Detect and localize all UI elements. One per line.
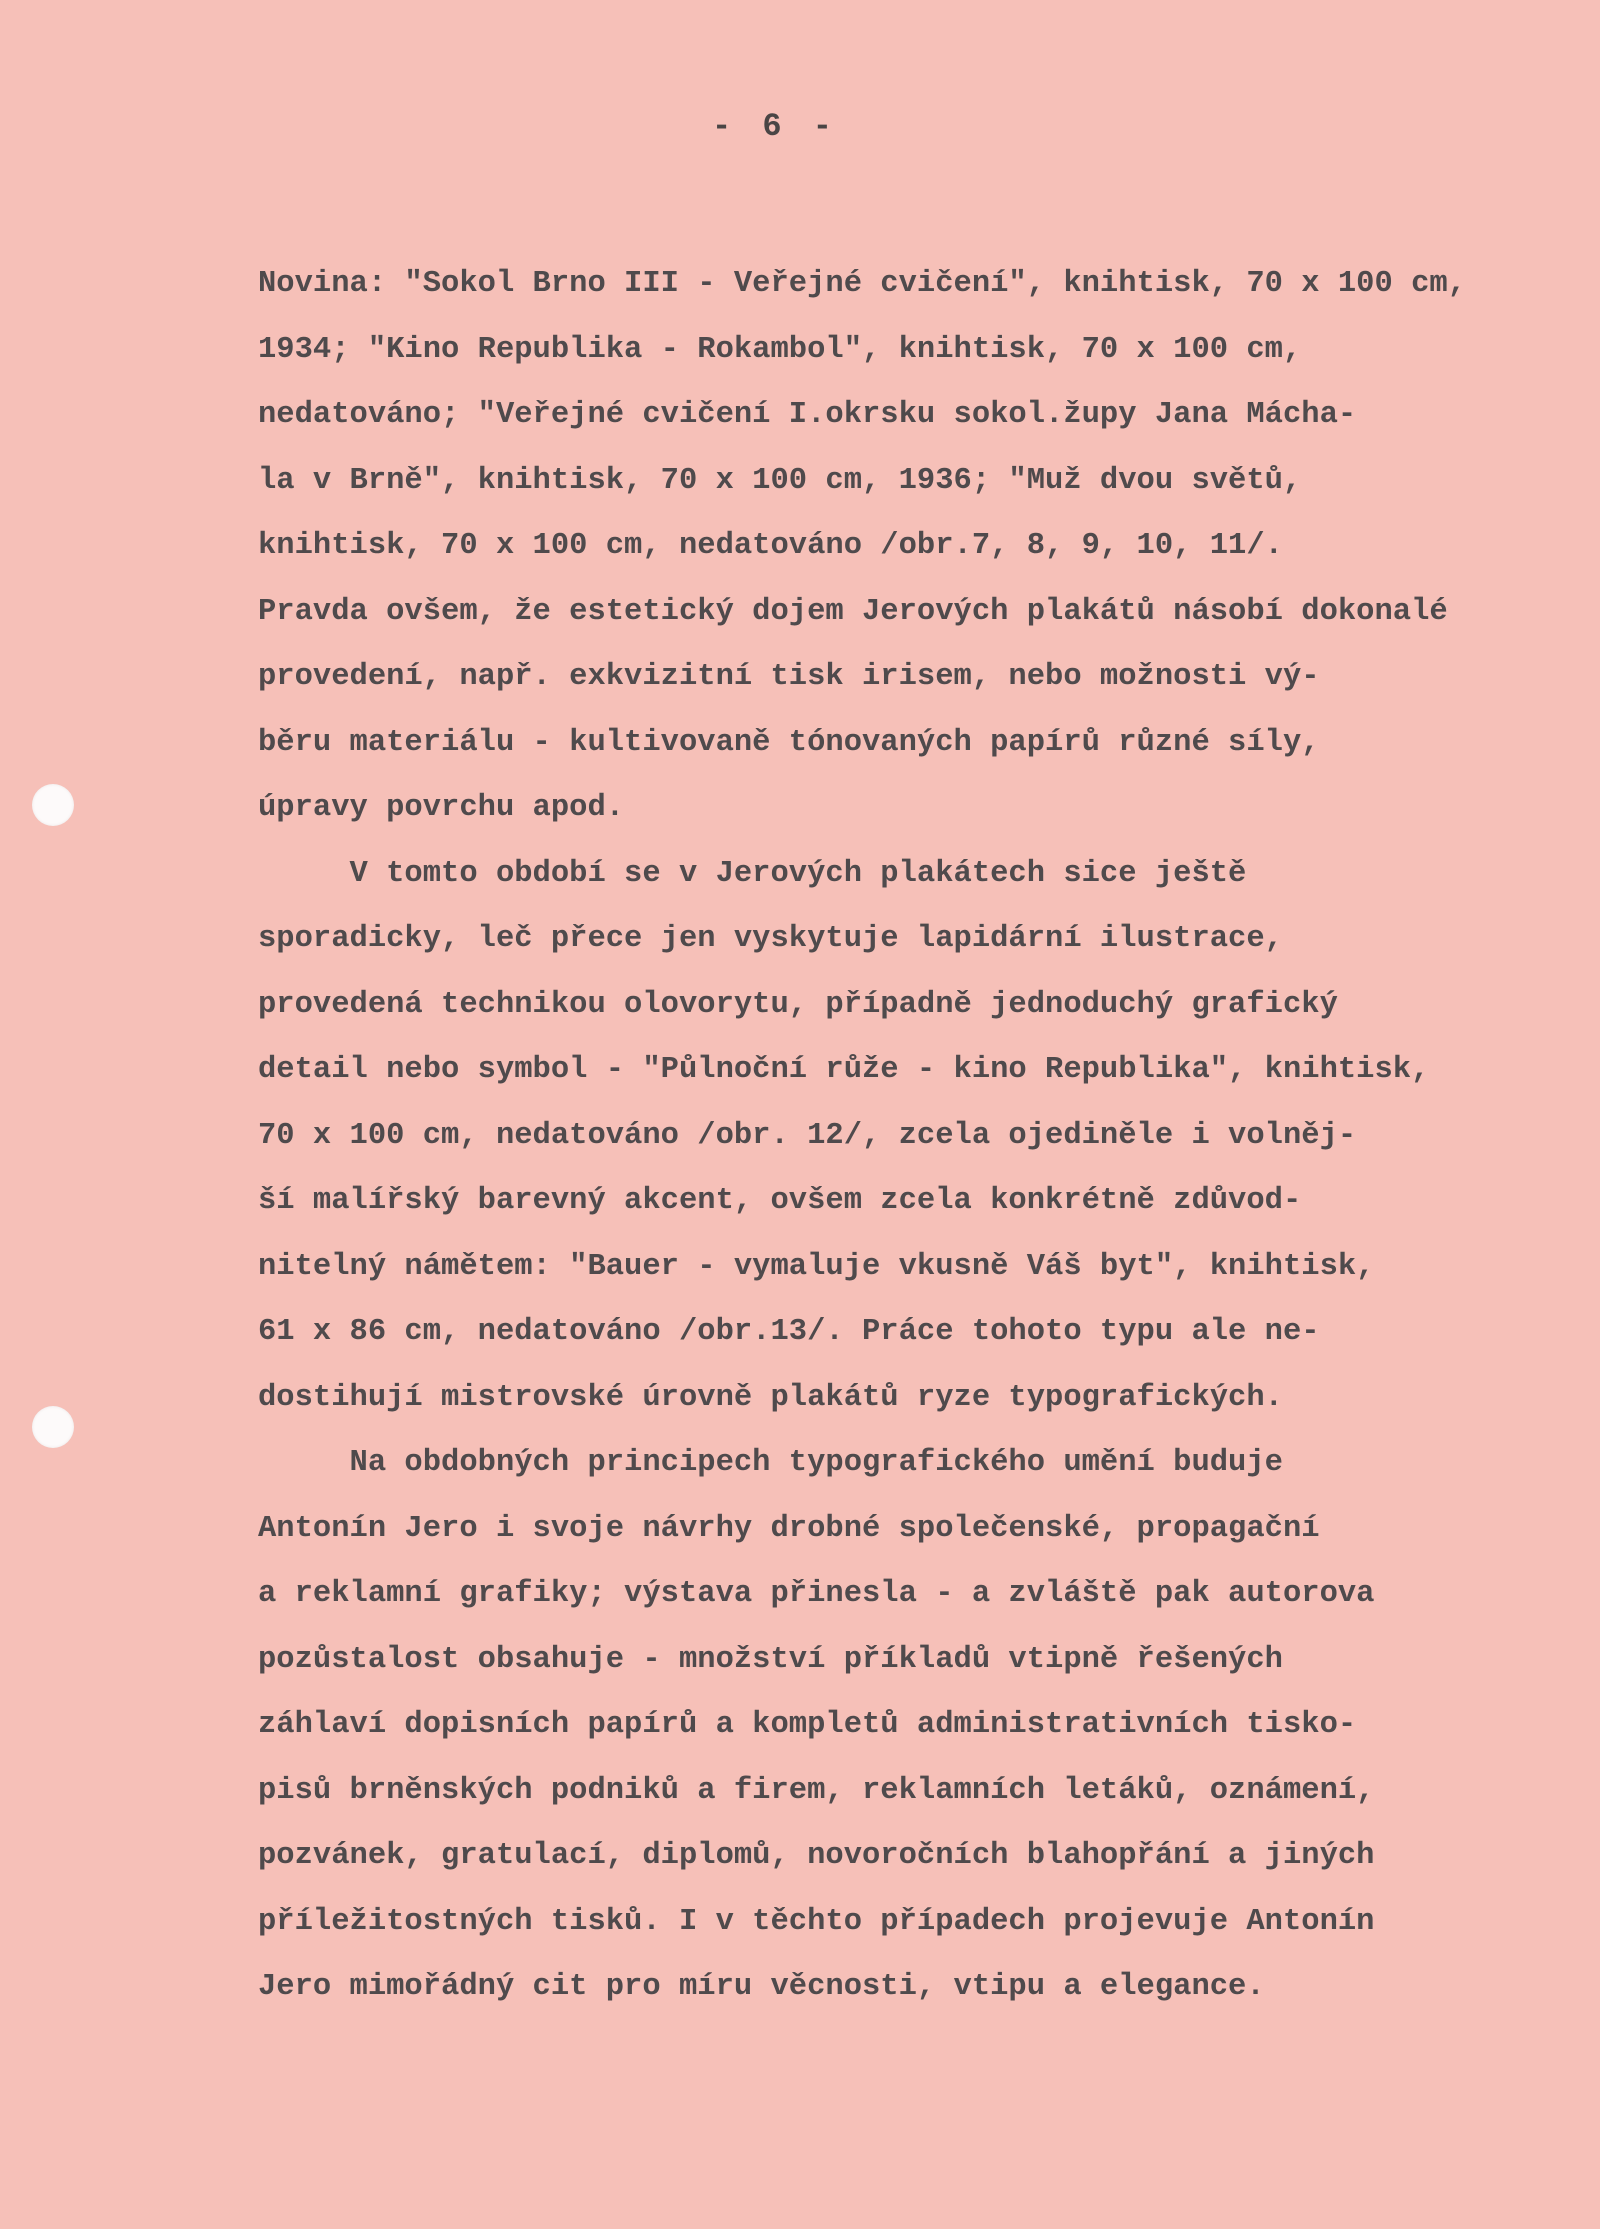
text-line: Na obdobných principech typografického umění buduje: [258, 1446, 1283, 1480]
text-line: nedatováno; "Veřejné cvičení I.okrsku sokol.župy Jana Mácha-: [258, 398, 1357, 432]
text-line: 61 x 86 cm, nedatováno /obr.13/. Práce tohoto typu ale ne-: [258, 1315, 1320, 1349]
text-line: Novina: "Sokol Brno III - Veřejné cvičení", knihtisk, 70 x 100 cm,: [258, 267, 1466, 301]
text-line: dostihují mistrovské úrovně plakátů ryze typografických.: [258, 1380, 1283, 1415]
page-number: - 6 -: [711, 108, 838, 145]
text-line: sporadicky, leč přece jen vyskytuje lapidární ilustrace,: [258, 922, 1283, 956]
text-line: provedená technikou olovorytu, případně jednoduchý grafický: [258, 987, 1338, 1022]
text-line: provedení, např. exkvizitní tisk irisem, nebo možnosti vý-: [258, 660, 1320, 694]
text-line: příležitostných tisků. I v těchto případech projevuje Antonín: [258, 1904, 1375, 1939]
text-line: Jero mimořádný cit pro míru věcnosti, vtipu a elegance.: [258, 1970, 1265, 2004]
text-line: Pravda ovšem, že estetický dojem Jerových plakátů násobí dokonalé: [258, 594, 1448, 629]
text-line: 1934; "Kino Republika - Rokambol", knihtisk, 70 x 100 cm,: [258, 332, 1302, 367]
text-line: knihtisk, 70 x 100 cm, nedatováno /obr.7, 8, 9, 10, 11/.: [258, 529, 1283, 563]
text-line: la v Brně", knihtisk, 70 x 100 cm, 1936; "Muž dvou světů,: [258, 463, 1302, 498]
punch-hole: [32, 1406, 74, 1448]
text-line: pozůstalost obsahuje - množství příkladů vtipně řešených: [258, 1642, 1283, 1677]
text-line: V tomto období se v Jerových plakátech sice ještě: [258, 856, 1247, 891]
punch-hole: [32, 784, 74, 826]
text-line: běru materiálu - kultivovaně tónovaných papírů různé síly,: [258, 725, 1320, 760]
text-line: 70 x 100 cm, nedatováno /obr. 12/, zcela ojediněle i volněj-: [258, 1118, 1357, 1153]
text-line: úpravy povrchu apod.: [258, 791, 625, 825]
text-line: detail nebo symbol - "Půlnoční růže - kino Republika", knihtisk,: [258, 1053, 1430, 1087]
text-line: nitelný námětem: "Bauer - vymaluje vkusně Váš byt", knihtisk,: [258, 1249, 1375, 1284]
body-text: [258, 252, 1578, 2021]
text-line: a reklamní grafiky; výstava přinesla - a zvláště pak autorova: [258, 1577, 1375, 1611]
text-line: pozvánek, gratulací, diplomů, novoročních blahopřání a jiných: [258, 1839, 1375, 1873]
text-line: ší malířský barevný akcent, ovšem zcela konkrétně zdůvod-: [258, 1184, 1302, 1218]
text-line: Antonín Jero i svoje návrhy drobné společenské, propagační: [258, 1511, 1320, 1546]
text-line: záhlaví dopisních papírů a kompletů administrativních tisko-: [258, 1708, 1357, 1742]
text-line: pisů brněnských podniků a firem, reklamních letáků, oznámení,: [258, 1773, 1375, 1808]
